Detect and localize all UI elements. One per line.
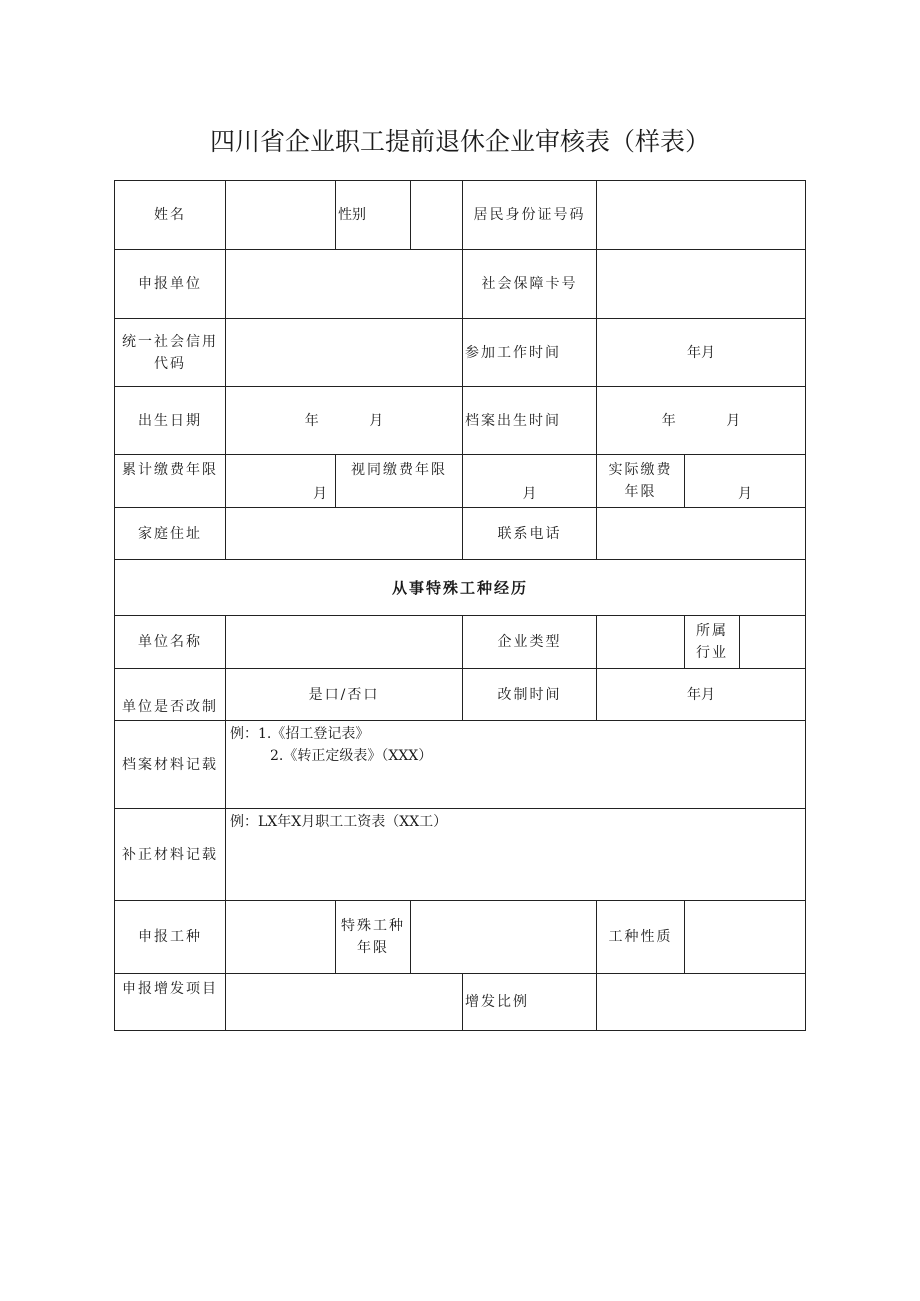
archive-birth-field[interactable] (597, 387, 806, 455)
gender-field[interactable] (411, 181, 463, 250)
industry-label: 所属行业 (685, 616, 740, 669)
unit-name-field[interactable] (226, 616, 463, 669)
unit-label: 申报单位 (115, 250, 226, 319)
total-paid-label: 累计缴费年限 (115, 455, 226, 508)
archive-birth-month: 月 (726, 412, 741, 429)
address-label: 家庭住址 (115, 508, 226, 560)
deemed-paid-label: 视同缴费年限 (336, 455, 463, 508)
actual-paid-field[interactable]: 月 (685, 455, 806, 508)
archive-birth-year: 年 (661, 412, 676, 429)
supplement-label: 补正材料记载 (115, 809, 226, 901)
unit-name-label: 单位名称 (115, 616, 226, 669)
gender-label: 性别 (336, 181, 411, 250)
section-title: 从事特殊工种经历 (115, 560, 806, 616)
special-years-field[interactable] (411, 901, 597, 974)
actual-paid-label: 实际缴费年限 (597, 455, 685, 508)
phone-label: 联系电话 (463, 508, 597, 560)
increase-ratio-label: 增发比例 (463, 974, 597, 1031)
phone-field[interactable] (597, 508, 806, 560)
special-years-label: 特殊工种年限 (336, 901, 411, 974)
supplement-field[interactable] (226, 809, 806, 901)
work-start-label: 参加工作时间 (463, 319, 597, 387)
address-field[interactable] (226, 508, 463, 560)
restructure-time-label: 改制时间 (463, 669, 597, 721)
total-paid-field[interactable]: 月 (226, 455, 336, 508)
increase-item-label: 申报增发项目 (115, 974, 226, 1031)
archive-example-2: 2.《转正定级表》（XXX） (270, 748, 433, 764)
audit-form-table (114, 180, 806, 1031)
birth-label: 出生日期 (115, 387, 226, 455)
industry-field[interactable] (740, 616, 806, 669)
deemed-paid-field[interactable]: 月 (463, 455, 597, 508)
restructure-time-field[interactable]: 年月 (597, 669, 806, 721)
name-label: 姓名 (115, 181, 226, 250)
work-start-field[interactable]: 年月 (597, 319, 806, 387)
job-type-field[interactable] (226, 901, 336, 974)
credit-code-label: 统一社会信用代码 (115, 319, 226, 387)
increase-item-field[interactable] (226, 974, 463, 1031)
job-type-label: 申报工种 (115, 901, 226, 974)
id-label: 居民身份证号码 (463, 181, 597, 250)
archive-records-label: 档案材料记载 (115, 721, 226, 809)
supplement-example: 例：LX年X月职工工资表（XX工） (230, 814, 448, 830)
unit-field[interactable] (226, 250, 463, 319)
restructure-label: 单位是否改制 (115, 669, 226, 721)
name-field[interactable] (226, 181, 336, 250)
restructure-field[interactable]: 是口/否口 (226, 669, 463, 721)
job-nature-label: 工种性质 (597, 901, 685, 974)
id-field[interactable] (597, 181, 806, 250)
archive-records-field[interactable] (226, 721, 806, 809)
archive-example-1: 例：1.《招工登记表》 (230, 726, 370, 742)
birth-field[interactable] (226, 387, 463, 455)
company-type-field[interactable] (597, 616, 685, 669)
company-type-label: 企业类型 (463, 616, 597, 669)
job-nature-field[interactable] (685, 901, 806, 974)
credit-code-field[interactable] (226, 319, 463, 387)
increase-ratio-field[interactable] (597, 974, 806, 1031)
birth-year: 年 (304, 412, 319, 429)
page-title: 四川省企业职工提前退休企业审核表（样表） (209, 127, 710, 156)
ss-card-field[interactable] (597, 250, 806, 319)
birth-month: 月 (369, 412, 384, 429)
archive-birth-label: 档案出生时间 (463, 387, 597, 455)
ss-card-label: 社会保障卡号 (463, 250, 597, 319)
